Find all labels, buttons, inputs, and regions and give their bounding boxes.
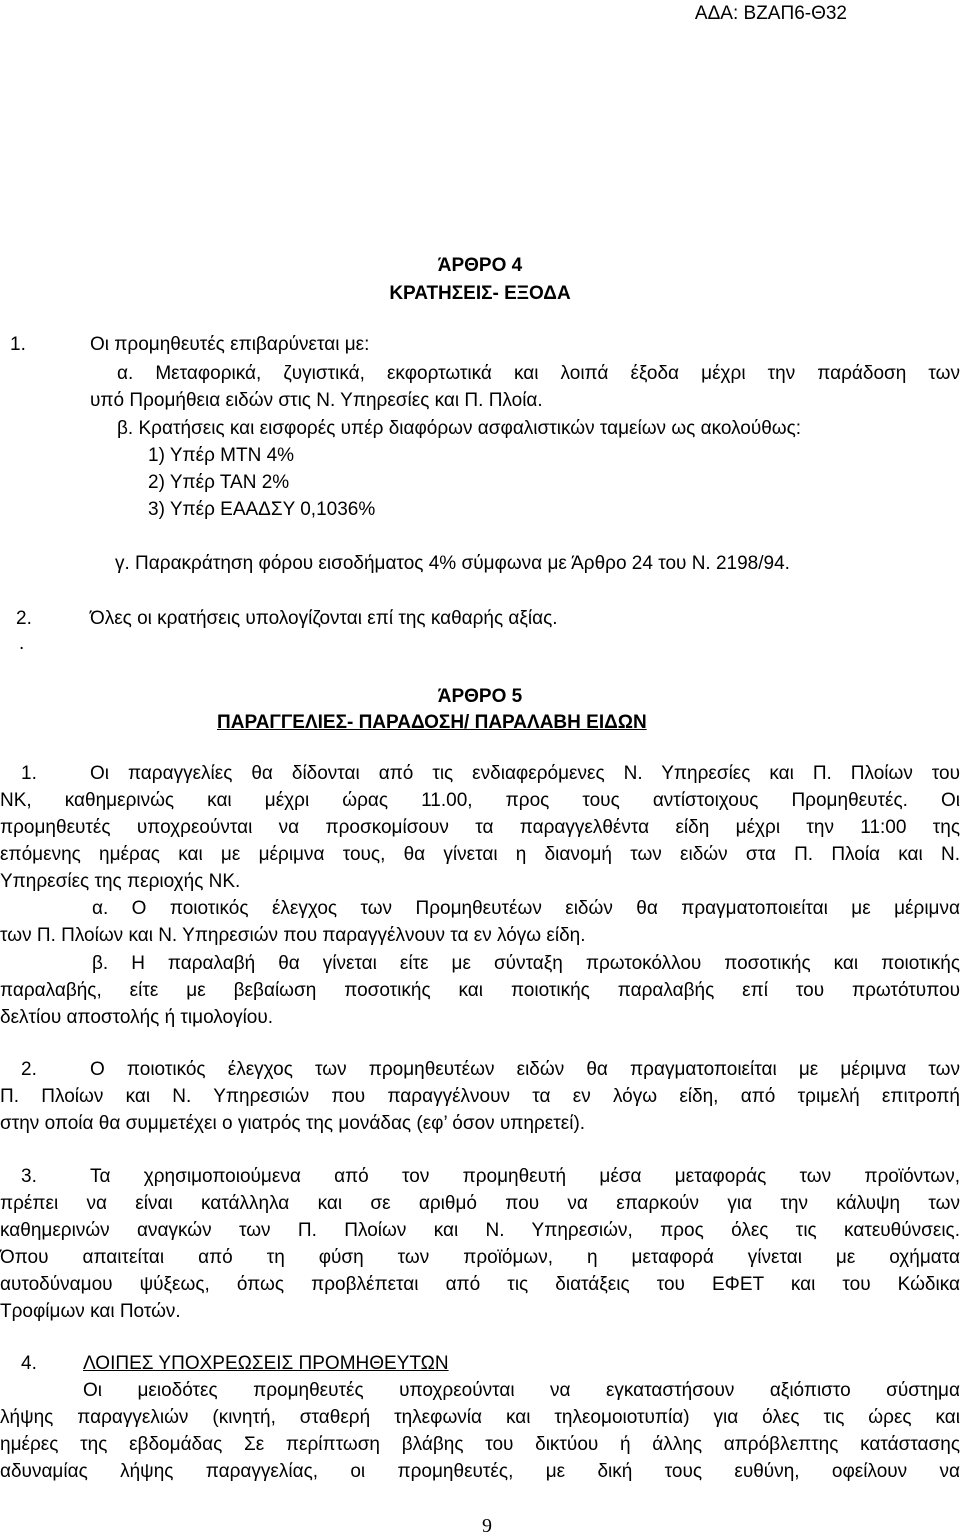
article5-p2-line1: Ο ποιοτικός έλεγχος των προμηθευτέων ειδών θα πραγματοποιείται με μέριμνα των (90, 1059, 960, 1080)
article5-p1-line4: επόμενης ημέρας και με μέριμνα τους, θα γίνεται η διανομή των ειδών στα Π. Πλοία και Ν. (0, 844, 960, 865)
article5-p2-line2: Π. Πλοίων και Ν. Υπηρεσιών που παραγγέλνουν τα εν λόγω είδη, από τριμελή επιτροπή (0, 1086, 960, 1107)
article5-p4-number: 4. (21, 1353, 37, 1374)
article5-p2-number: 2. (21, 1059, 37, 1080)
ada-code: ΑΔΑ: ΒΖΑΠ6-Θ32 (694, 3, 847, 24)
article4-a-line1: α. Μεταφορικά, ζυγιστικά, εκφορτωτικά και λοιπά έξοδα μέχρι την παράδοση των (117, 363, 960, 384)
article5-a-line2: των Π. Πλοίων και Ν. Υπηρεσιών που παραγγέλνουν τα εν λόγω είδη. (0, 925, 586, 946)
article5-p3-line2: πρέπει να είναι κατάλληλα και σε αριθμό που να επαρκούν για την κάλυψη των (0, 1193, 960, 1214)
article5-p1-line2: ΝΚ, καθημερινώς και μέχρι ώρας 11.00, προς τους αντίστοιχους Προμηθευτές. Οι (0, 790, 960, 811)
article4-title: ΆΡΘΡΟ 4 (437, 255, 523, 276)
article5-p3-number: 3. (21, 1166, 37, 1187)
page-number: 9 (482, 1515, 492, 1537)
article4-p2-number: 2. (16, 608, 32, 629)
article5-p4-line4: αδυναμίας λήψης παραγγελίας, οι προμηθευτές, με δική τους ευθύνη, οφείλουν να (0, 1461, 960, 1482)
article5-b-line1: β. Η παραλαβή θα γίνεται είτε με σύνταξη πρωτοκόλλου ποσοτικής και ποιοτικής (92, 953, 960, 974)
article4-b-item2: 2) Υπέρ ΤΑΝ 2% (148, 472, 290, 493)
article5-p3-line6: Τροφίμων και Ποτών. (0, 1301, 181, 1322)
article4-a-line2: υπό Προμήθεια ειδών στις Ν. Υπηρεσίες και Π. Πλοία. (90, 390, 543, 411)
article4-p2-text: Όλες οι κρατήσεις υπολογίζονται επί της καθαρής αξίας. (90, 608, 558, 629)
article5-p1-line5: Υπηρεσίες της περιοχής ΝΚ. (0, 871, 241, 892)
article5-p4-line2: λήψης παραγγελιών (κινητή, σταθερή τηλεφωνία και τηλεομοιοτυπία) για όλες τις ώρες και (0, 1407, 960, 1428)
article5-p3-line5: αυτοδύναμου ψύξεως, όπως προβλέπεται από τις διατάξεις του ΕΦΕΤ και του Κώδικα (0, 1274, 960, 1295)
article5-b-line3: δελτίου αποστολής ή τιμολογίου. (0, 1007, 274, 1028)
article4-subtitle: ΚΡΑΤΗΣΕΙΣ- ΕΞΟΔΑ (389, 283, 571, 304)
article5-title: ΆΡΘΡΟ 5 (437, 686, 523, 707)
article5-subtitle: ΠΑΡΑΓΓΕΛΙΕΣ- ΠΑΡΑΔΟΣΗ/ ΠΑΡΑΛΑΒΗ ΕΙΔΩΝ (217, 712, 647, 733)
article4-p2-dot: . (19, 633, 25, 654)
article5-p2-line3: στην οποία θα συμμετέχει ο γιατρός της μονάδας (εφ’ όσον υπηρετεί). (0, 1113, 586, 1134)
article4-c-line: γ. Παρακράτηση φόρου εισοδήματος 4% σύμφωνα με Άρθρο 24 του Ν. 2198/94. (115, 553, 790, 574)
article4-b-item1: 1) Υπέρ ΜΤΝ 4% (148, 445, 295, 466)
article5-p1-line1: Οι παραγγελίες θα δίδονται από τις ενδιαφερόμενες Ν. Υπηρεσίες και Π. Πλοίων του (90, 763, 960, 784)
article4-p1-text: Οι προμηθευτές επιβαρύνεται με: (90, 334, 370, 355)
article4-p1-number: 1. (10, 334, 26, 355)
article5-p4-heading: ΛΟΙΠΕΣ ΥΠΟΧΡΕΩΣΕΙΣ ΠΡΟΜΗΘΕΥΤΩΝ (83, 1353, 449, 1374)
article5-p1-line3: προμηθευτές υποχρεούνται να προσκομίσουν τα παραγγελθέντα είδη μέχρι την 11:00 της (0, 817, 960, 838)
article5-p4-line3: ημέρες της εβδομάδας Σε περίπτωση βλάβης του δικτύου ή άλλης απρόβλεπτης κατάστασης (0, 1434, 960, 1455)
article5-p3-line1: Τα χρησιμοποιούμενα από τον προμηθευτή μέσα μεταφοράς των προϊόντων, (90, 1166, 960, 1187)
article4-b-line: β. Κρατήσεις και εισφορές υπέρ διαφόρων ασφαλιστικών ταμείων ως ακολούθως: (117, 418, 802, 439)
article5-p1-number: 1. (21, 763, 37, 784)
article5-a-line1: α. Ο ποιοτικός έλεγχος των Προμηθευτέων ειδών θα πραγματοποιείται με μέριμνα (92, 898, 960, 919)
article5-b-line2: παραλαβής, είτε με βεβαίωση ποσοτικής και ποιοτικής παραλαβής επί του πρωτότυπου (0, 980, 960, 1001)
article5-p4-line1: Οι μειοδότες προμηθευτές υποχρεούνται να εγκαταστήσουν αξιόπιστο σύστημα (83, 1380, 960, 1401)
article5-p3-line4: Όπου απαιτείται από τη φύση των προϊόμων, η μεταφορά γίνεται με οχήματα (0, 1247, 960, 1268)
article5-p3-line3: καθημερινών αναγκών των Π. Πλοίων και Ν. Υπηρεσιών, προς όλες τις κατευθύνσεις. (0, 1220, 960, 1241)
article4-b-item3: 3) Υπέρ ΕΑΑΔΣΥ 0,1036% (148, 499, 376, 520)
